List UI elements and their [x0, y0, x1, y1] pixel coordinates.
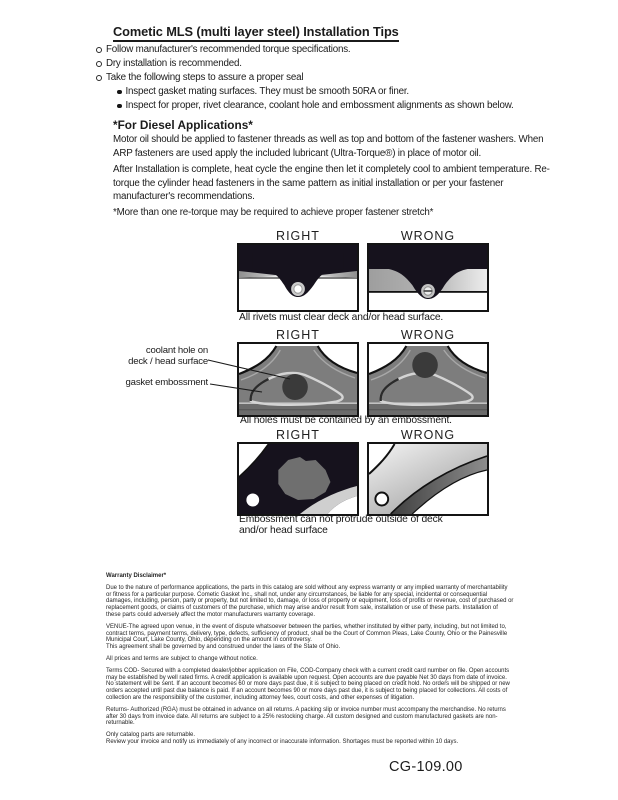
annotation-text: deck / head surface	[128, 356, 208, 367]
right-label: RIGHT	[276, 229, 320, 243]
disclaimer-paragraph: This agreement shall be governed by and construed under the laws of the State of Ohio.	[106, 644, 341, 651]
gasket-embossment-annotation: gasket embossment	[125, 377, 208, 388]
disclaimer-paragraph: Terms COD- Secured with a completed dealer/jobber application on File, COD-Company check with a current credit card number on file. Open accounts may be established by well rated firms. A credit application is available upon request. Open accounts are due payable Net 30 days from date of invoice. No statement will be sent. If an account becomes 60 or more days past due, it is subject to being placed on credit hold. No orders will be shipped or new orders accepted until past due balance is paid. If an account becomes 90 or more days past due, it is subject to being placed for collections. All costs of collection are the responsibility of the customer, including attorney fees, court costs, and other expenses of litigation.	[106, 667, 510, 701]
disclaimer-paragraph: Due to the nature of performance applications, the parts in this catalog are sold without any express warranty or any implied warranty of merchantability or fitness for a particular purpose. Cometic Gasket Inc., shall not, under any circumstances, be liable for any special, incidental or consequential damages, including, person, party or property, but not limited to, damage, or loss of property or equipment, loss of profits or revenue, cost of purchased or replacement goods, or claims of customers of the purchase, which may arise and/or result from sale, installation or use of these parts. Installation of these parts could adversely affect the motor manufacturers warranty coverage.	[106, 584, 514, 618]
row2-caption: All holes must be contained by an embossment.	[240, 415, 452, 426]
diesel-applications-heading: *For Diesel Applications*	[113, 118, 253, 132]
list-item	[96, 57, 514, 71]
wrong-label: WRONG	[400, 328, 456, 342]
diagram-rivet-right	[237, 243, 359, 312]
wrong-label: WRONG	[400, 428, 456, 442]
sub-list-item	[117, 85, 514, 99]
disclaimer-heading: Warranty Disclaimer*	[106, 573, 167, 579]
installation-tips-list	[96, 43, 514, 113]
list-item	[96, 43, 514, 57]
rivet-hits-deck-illustration	[369, 245, 487, 310]
row1-caption: All rivets must clear deck and/or head surface.	[239, 312, 444, 323]
wrong-label: WRONG	[400, 229, 456, 243]
list-item-text: Take the following steps to assure a proper seal	[106, 72, 304, 83]
embossment-outside-deck-illustration	[369, 444, 487, 514]
circle-bullet-icon	[96, 75, 102, 81]
disclaimer-paragraph: All prices and terms are subject to change without notice.	[106, 655, 258, 662]
circle-bullet-icon	[96, 47, 102, 53]
rivet-clear-deck-illustration	[239, 245, 357, 310]
list-item-text: Inspect for proper, rivet clearance, coolant hole and embossment alignments as shown below.	[125, 100, 514, 111]
warranty-disclaimer	[106, 573, 514, 751]
diagram-embossment-wrong	[367, 342, 489, 417]
list-item-text: Dry installation is recommended.	[106, 58, 242, 69]
list-item-text: Follow manufacturer's recommended torque specifications.	[106, 44, 351, 55]
diesel-paragraph-2: After Installation is complete, heat cycle the engine then let it completely cool to ambient temperature. Re-torque the cylinder head fasteners in the same pattern as initial installation or per your fastener manufacturer's recommendations.	[113, 164, 550, 202]
dot-bullet-icon	[117, 90, 122, 95]
row3-caption	[239, 514, 509, 536]
circle-bullet-icon	[96, 61, 102, 67]
caption-text: Embossment can not protrude outside of deck	[239, 514, 443, 525]
right-label: RIGHT	[276, 328, 320, 342]
embossment-inside-deck-illustration	[239, 444, 357, 514]
list-item-text: Inspect gasket mating surfaces. They must be smooth 50RA or finer.	[125, 86, 409, 97]
diesel-paragraph-1: Motor oil should be applied to fastener threads as well as top and bottom of the fastener washers. When ARP fasteners are used apply the included lubricant (Ultra-Torque®) in place of motor oil.	[113, 134, 544, 159]
caption-text: and/or head surface	[239, 525, 328, 536]
diagram-protrusion-wrong	[367, 442, 489, 516]
coolant-hole-annotation	[60, 345, 208, 367]
right-label: RIGHT	[276, 428, 320, 442]
diagram-rivet-wrong	[367, 243, 489, 312]
retorque-note: *More than one re-torque may be required to achieve proper fastener stretch*	[113, 207, 434, 218]
hole-outside-embossment-illustration	[369, 344, 487, 415]
dot-bullet-icon	[117, 104, 122, 109]
disclaimer-paragraph: Only catalog parts are returnable.	[106, 732, 196, 739]
disclaimer-paragraph: Review your invoice and notify us immediately of any incorrect or inaccurate information. Shortages must be reported within 10 days.	[106, 738, 459, 745]
annotation-text: coolant hole on	[145, 345, 208, 356]
disclaimer-paragraph: Returns- Authorized (RGA) must be obtained in advance on all returns. A packing slip or invoice number must accompany the merchandise. No returns after 30 days from invoice date. All returns are subject to a 25% restocking charge. All custom designed and custom manufactured gaskets are non-returnable.	[106, 706, 506, 727]
sub-list-item	[117, 99, 514, 113]
leader-lines	[203, 352, 298, 397]
disclaimer-paragraph: VENUE-The agreed upon venue, in the event of dispute whatsoever between the parties, whether instituted by either party, including, but not limited to, contract terms, payment terms, delivery, type, defects, sufficiency of product, shall be the Court of Common Pleas, Lake County, Ohio or the Painesville Municipal Court, Lake County, Ohio, depending on the amount in controversy.	[106, 623, 508, 644]
page-title: Cometic MLS (multi layer steel) Installation Tips	[113, 24, 399, 42]
diagram-protrusion-right	[237, 442, 359, 516]
catalog-page-code: CG-109.00	[389, 759, 463, 775]
list-item	[96, 71, 514, 85]
